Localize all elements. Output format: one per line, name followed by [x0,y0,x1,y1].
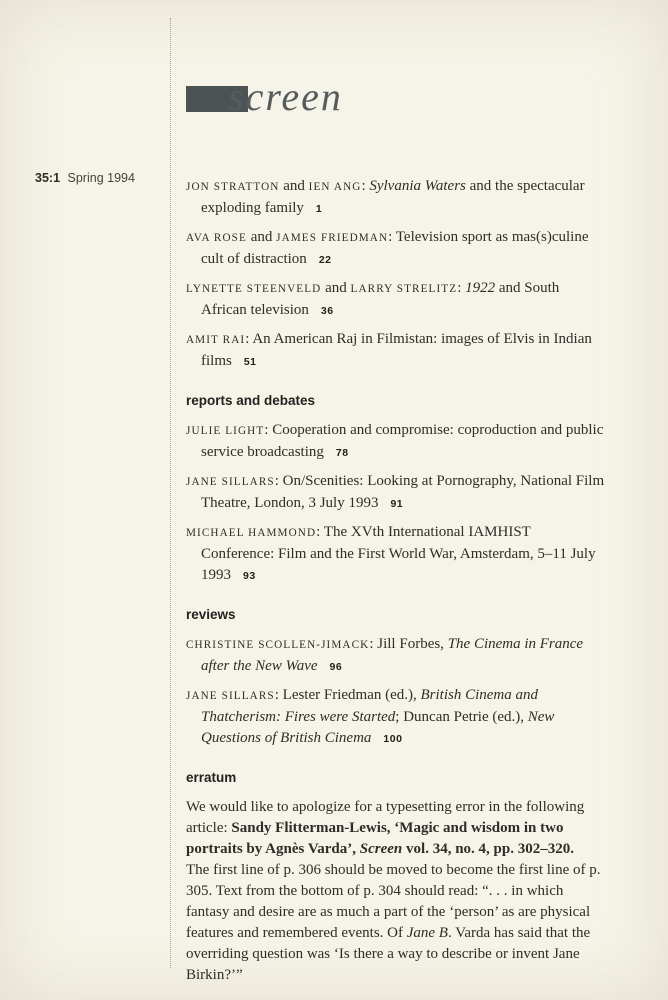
page-number: 93 [243,570,256,582]
erratum-paragraph [186,860,607,986]
toc-entry [186,685,607,750]
text-segment: AVA ROSE [186,232,247,244]
toc-entry [186,420,607,464]
text-segment: : [361,178,370,194]
text-segment: JULIE LIGHT [186,425,265,437]
page-number: 1 [315,203,323,215]
text-segment: and South African television [201,280,560,318]
text-segment: LARRY STRELITZ [350,283,458,295]
toc-entry [186,227,607,271]
section-heading: reports and debates [186,393,316,408]
text-segment: Sandy Flitterman-Lewis, ‘Magic and wisdom in two portraits by Agnès Varda’, [186,820,564,857]
text-segment: vol. 34, no. 4, pp. 302–320. [402,841,574,857]
text-segment: : An American Raj in Filmistan: images of Elvis in Indian films [201,331,592,369]
text-segment: Screen [359,841,403,857]
vertical-dotted-rule [170,18,171,968]
text-segment: and [321,280,351,296]
text-segment: . Varda has said that the overriding question was ‘Is there a way to describe or invent Jane Birkin?’” [186,925,591,983]
toc-entry [186,329,607,373]
text-segment: : [457,280,466,296]
text-segment: We would like to apologize for a typesetting error in the following article: [186,799,585,836]
table-of-contents [186,176,607,986]
section-heading: reviews [186,607,236,622]
text-segment: : Cooperation and compromise: coproduction and public service broadcasting [201,422,604,460]
text-segment: MICHAEL HAMMOND [186,527,317,539]
text-segment: CHRISTINE SCOLLEN-JIMACK [186,639,370,651]
text-segment: IEN ANG [308,181,362,193]
text-segment: JAMES FRIEDMAN [276,232,389,244]
toc-entry [186,522,607,587]
text-segment: New Questions of British Cinema [201,709,555,746]
text-segment: Sylvania Waters [369,178,466,194]
page-number: 36 [320,305,334,317]
journal-logo [186,74,607,119]
text-segment: JANE SILLARS [186,476,275,488]
text-segment: JANE SILLARS [186,690,275,702]
toc-entry [186,278,607,322]
section-heading: erratum [186,770,237,785]
text-segment: AMIT RAI [186,334,246,346]
text-segment: : Jill Forbes, [369,636,448,652]
toc-entry [186,176,607,220]
issue-label [35,171,135,185]
page-number: 22 [318,254,332,266]
text-segment: LYNETTE STEENVELD [186,283,322,295]
page-number: 100 [383,733,403,745]
text-segment: 1922 [465,280,496,296]
page-number: 96 [329,661,343,673]
page-number: 91 [390,498,404,510]
text-segment: and the spectacular exploding family [201,178,585,216]
text-segment: Jane B [406,925,448,941]
page-number: 51 [243,356,257,368]
issue-season: Spring 1994 [67,171,135,185]
text-segment: JON STRATTON [186,181,280,193]
text-segment: and [279,178,309,194]
text-segment: : Lester Friedman (ed.), [274,687,421,703]
page-number: 78 [335,447,349,459]
text-segment: : The XVth International IAMHIST Conference: Film and the First World War, Amsterdam, 5–11 July 1993 [201,524,596,583]
text-segment: ; Duncan Petrie (ed.), [395,709,528,725]
issue-number: 35:1 [35,171,61,185]
text-segment: : On/Scenities: Looking at Pornography, National Film Theatre, London, 3 July 1993 [201,473,605,511]
erratum-paragraph [186,797,607,860]
text-segment: The Cinema in France after the New Wave [201,636,584,674]
logo-wordmark: screen [228,74,343,119]
text-segment: : Television sport as mas(s)culine cult of distraction [201,229,589,267]
toc-entry [186,634,607,678]
contents-column [186,74,607,986]
text-segment: British Cinema and Thatcherism: Fires were Started [201,687,539,725]
text-segment: The first line of p. 306 should be moved to become the first line of p. 305. Text from the bottom of p. 304 should read: “. . . in which fantasy and desire are as much a part of the ‘person’ as are physical features and remembered events. Of [186,862,601,941]
text-segment: and [246,229,277,245]
toc-entry [186,471,607,515]
